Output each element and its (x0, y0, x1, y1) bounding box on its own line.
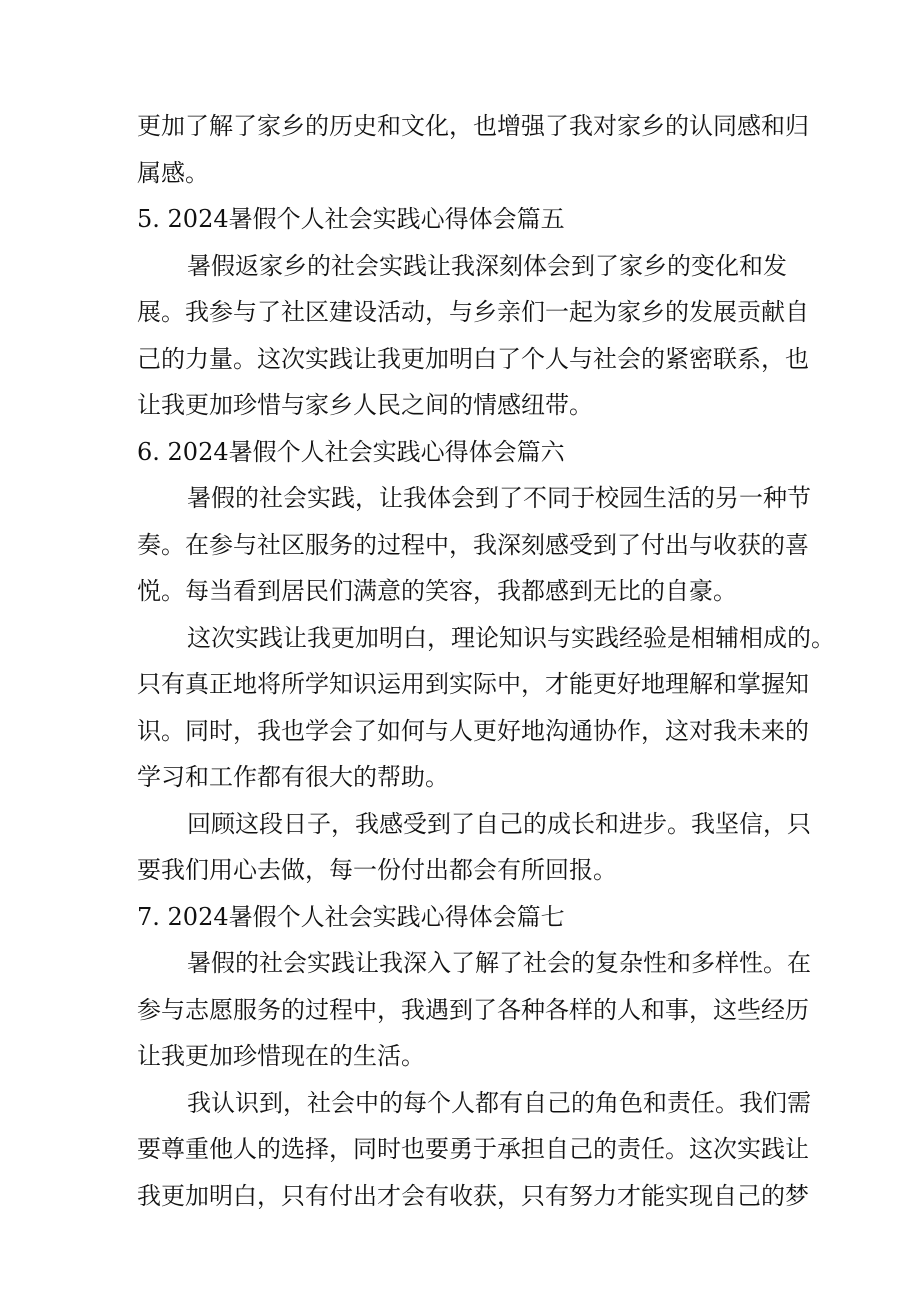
paragraph-line: 悦。每当看到居民们满意的笑容，我都感到无比的自豪。 (137, 577, 737, 605)
paragraph-line: 己的力量。这次实践让我更加明白了个人与社会的紧密联系，也 (137, 344, 809, 373)
paragraph-line: 我认识到，社会中的每个人都有自己的角色和责任。我们需 (187, 1088, 811, 1117)
paragraph-line: 奏。在参与社区服务的过程中，我深刻感受到了付出与收获的喜 (137, 530, 809, 559)
paragraph-line: 要我们用心去做，每一份付出都会有所回报。 (137, 856, 617, 884)
paragraph-line: 属感。 (137, 158, 209, 187)
paragraph-line: 要尊重他人的选择，同时也要勇于承担自己的责任。这次实践让 (137, 1135, 809, 1163)
paragraph-line: 暑假的社会实践，让我体会到了不同于校园生活的另一种节 (187, 484, 811, 512)
paragraph-line: 回顾这段日子，我感受到了自己的成长和进步。我坚信，只 (187, 809, 811, 838)
paragraph-line: 我更加明白，只有付出才会有收获，只有努力才能实现自己的梦 (137, 1181, 809, 1210)
paragraph-line: 参与志愿服务的过程中，我遇到了各种各样的人和事，这些经历 (137, 995, 809, 1024)
paragraph-line: 暑假的社会实践让我深入了解了社会的复杂性和多样性。在 (187, 949, 811, 977)
paragraph-line: 让我更加珍惜现在的生活。 (137, 1042, 425, 1070)
document-body (137, 103, 835, 1219)
paragraph-line: 让我更加珍惜与家乡人民之间的情感纽带。 (137, 391, 593, 419)
paragraph-line: 识。同时，我也学会了如何与人更好地沟通协作，这对我未来的 (137, 716, 809, 745)
paragraph-line: 学习和工作都有很大的帮助。 (137, 763, 449, 791)
paragraph-line: 这次实践让我更加明白，理论知识与实践经验是相辅相成的。 (187, 623, 835, 652)
section-heading-6: 6. 2024暑假个人社会实践心得体会篇六 (137, 437, 565, 466)
paragraph-line: 暑假返家乡的社会实践让我深刻体会到了家乡的变化和发 (187, 251, 787, 280)
paragraph-line: 只有真正地将所学知识运用到实际中，才能更好地理解和掌握知 (137, 670, 809, 698)
section-heading-7: 7. 2024暑假个人社会实践心得体会篇七 (137, 902, 565, 931)
paragraph-line: 展。我参与了社区建设活动，与乡亲们一起为家乡的发展贡献自 (137, 298, 809, 326)
section-heading-5: 5. 2024暑假个人社会实践心得体会篇五 (137, 205, 565, 233)
paragraph-line: 更加了解了家乡的历史和文化，也增强了我对家乡的认同感和归 (137, 112, 809, 140)
